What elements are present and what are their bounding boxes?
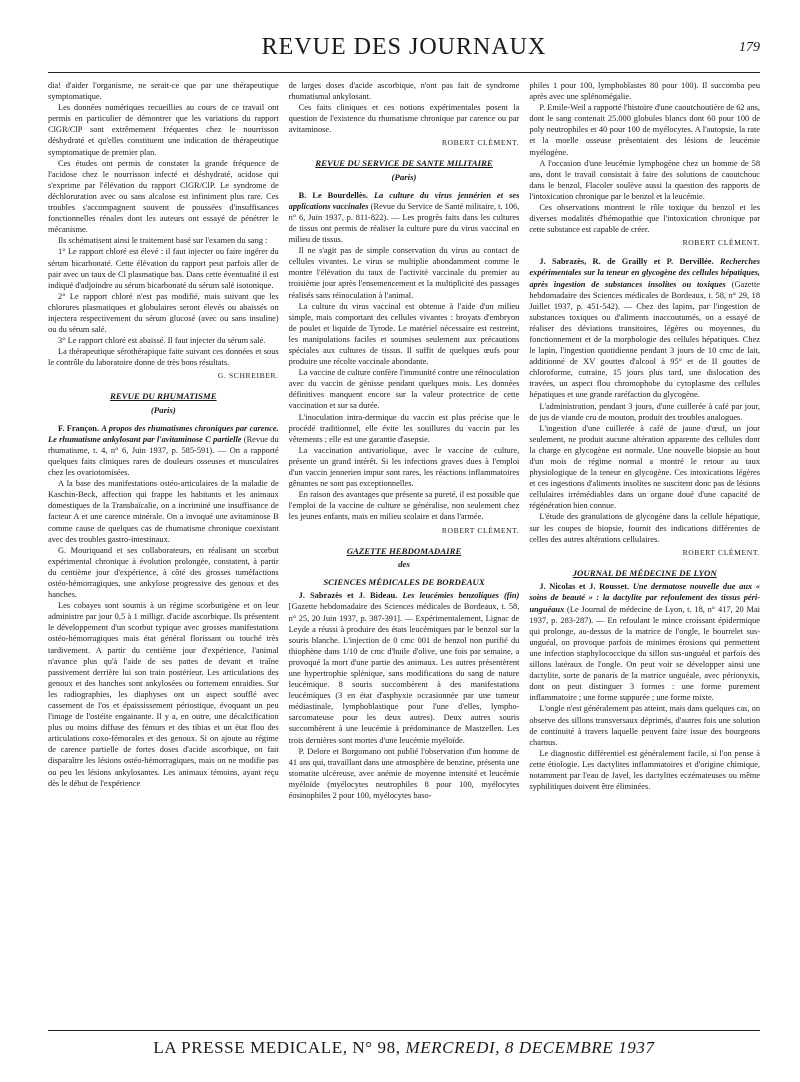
paragraph: P. Delore et Borgomano ont publié l'observation d'un homme de 41 ans qui, travaillant dans une atmosphère de benzine, présenta une stomatite ulcéreuse, avec anémie de moyenne intensité et leucémie myéloïde (myélocytes neutrophiles 8 pour 100, myélocytes éosinophiles 2 pour 100, myélocytes baso-: [288, 746, 520, 801]
section-subheading: (Paris): [391, 172, 417, 183]
paragraph: Les données numériques recueillies au cours de ce travail ont permis en particulier de démontrer que les variations du rapport ClGR/ClP sont extrêmement fréquentes chez le nourrisson déshydraté et qu'elles constituent une indication de thérapeutique symptomatique de premier plan.: [48, 103, 279, 157]
article-authors: F. Françon.: [58, 423, 100, 433]
article-reference: (Gazette hebdomadaire des Sciences médicales de Bordeaux, t. 58, n° 29, 18 Juillet 1937, p. 451-542). — Chez des lapins, par l'ingestion de substances toxiques ou d'aliments inaccoutumés, on a essayé de réaliser des déviations transitoires, légères ou moyennes, du fonctionnement et de la morphologie des cellules hépatiques. Chez le lapin, l'ingestion quotidienne pendant 3 jours de 10 cmc de lait, additionné de XV gouttes d'alcool à 95° et de II gouttes de chloroforme, cutraine, 15 jours plus tard, une dislocation des travées, un aspect flou chromophobe du cytoplasme des cellules hépatiques et une grande raréfaction du glycogène.: [529, 279, 760, 400]
article-authors: J. Sabrazès et J. Bideau.: [298, 591, 398, 601]
paragraph: philes 1 pour 100, lymphoblastes 80 pour 100). Il succomba peu après avec une splénomégalie.: [529, 81, 760, 102]
article-authors: J. Nicolas et J. Rousset.: [539, 582, 630, 592]
article-title: A propos des rhumatismes chroniques par carence. Le rhumatisme ankylosant par l'avitaminose C partielle: [48, 423, 279, 444]
article-reference: (Revue du rhumatisme, t. 4, n° 6, Juin 1937, p. 585-591). — On a rapporté quelques faits cliniques rares de douleurs osseuses et musculaires chez les ovariotomisées.: [48, 434, 279, 478]
paragraph: A l'occasion d'une leucémie lymphogène chez un homme de 58 ans, dont le travail consistait à faire des solutions de caoutchouc dans le benzol, Flacoler soulève aussi la question des rapports de l'intoxication chronique par le benzol et la leucémie.: [529, 158, 760, 201]
signature: ROBERT CLÉMENT.: [441, 138, 520, 148]
article-title: La culture du virus jennérien et ses applications vaccinales: [288, 190, 520, 211]
paragraph: En raison des avantages que présente sa pureté, il est possible que l'emploi de la vaccine de culture se généralise, non seulement chez les jeunes enfants, mais en milieu scolaire et dans l'armée.: [288, 490, 520, 522]
paragraph: Ces observations montrent le rôle toxique du benzol et les diverses modalités d'hémopathie que l'intoxication chronique par cette substance est capable de créer.: [529, 203, 760, 235]
section-heading: REVUE DU SERVICE DE SANTE MILITAIRE: [315, 158, 493, 169]
paragraph: Les cobayes sont soumis à un régime scorbutigène et on leur administre par jour 0,5 à 1 milligr. d'acide ascorbique. Ils présentent le développement d'un scorbut typique avec grosses manifestations ostéo-hémorragiques mais état général florissant ou touché très tardivement. A partir du centième jour d'expérience, l'animal n'avance plus qu'à l'aide de ses pattes de devant et traîne passivement derrière lui son train postérieur. Les articulations des genoux et des hanches sont ankylosées ou fortement enraidies. Sur les radiographies, les diaphyses ont un aspect soufflé avec cassement de l'os et épaississement périostique, évoquant un peu l'image de l'ostéite engainante. Il y a, en outre, une décalcification plus ou moins diffuse des fémurs et des tibias et un état flou des articulations coxo-fémorales et des genoux. Si on ajoute au régime de carence partielle de fortes doses d'acide ascorbique, on fait disparaître les lésions ostéo-hémorragiques, mais on ne modifie pas ou peu les lésions ankylosantes. Les animaux témoins, ayant reçu dès le début de l'expérience: [48, 601, 279, 788]
signature: G. SCHREIBER.: [217, 371, 279, 381]
paragraph: Ces études ont permis de constater la grande fréquence de l'acidose chez le nourrisson infecté et déshydraté, acidose qui s'exprime par l'élévation du rapport ClGR/ClP. Le syndrome de déchloruration avec ou sans alcalose est infiniment plus rare. Ces troubles s'accompagnent souvent de poussées d'insuffisances fonctionnelles rénales dont les auteurs ont essayé de pénétrer le mécanisme.: [48, 158, 279, 235]
page-number: 179: [739, 40, 760, 55]
journal-page: [48, 28, 760, 1068]
paragraph: La vaccine de culture confère l'immunité contre une réinoculation avec du vaccin de génisse pendant quelques mois. Les données définitives manquent encore sur la valeur protectrice de cette vaccination et sur sa durée.: [288, 368, 520, 411]
page-footer: [48, 1038, 760, 1058]
article-title: Une dermatose nouvelle due aux « soins de beauté » : la dactylite par refoulement des tissus péri-unguéaux: [529, 582, 760, 614]
paragraph: 1° Le rapport chloré est élevé : il faut injecter ou faire ingérer du sérum bicarbonaté. Cette élévation du rapport peut parfois aller de pair avec un taux de Cl plasmatique bas. Dans cette éventualité il est indiqué d'adjoindre au sérum bicarbonaté du sérum salé isotonique.: [48, 247, 279, 290]
column-2: [289, 80, 520, 1026]
section-subheading: des: [398, 559, 410, 570]
signature: ROBERT CLÉMENT.: [682, 547, 760, 557]
article-title: Recherches expérimentales sur la teneur en glycogène des cellules hépatiques, après ingestion de substances insolites ou toxiques: [529, 257, 760, 289]
header-rule: [48, 72, 760, 73]
section-heading: REVUE DU RHUMATISME: [110, 391, 217, 402]
paragraph: de larges doses d'acide ascorbique, n'ont pas fait de syndrome rhumatismal ankylosant.: [288, 81, 520, 102]
paragraph: L'étude des granulations de glycogène dans la cellule hépatique, sur les coupes de biopsie, fournit des indications différentes de celles des autres altérations cellulaires.: [529, 512, 760, 544]
signature: ROBERT CLÉMENT.: [441, 525, 520, 535]
article-reference: [Gazette hebdomadaire des Sciences médicales de Bordeaux, t. 58, n° 25, 20 Juin 1937, p. 387-391]. — Expérimentalement, Lignac de Leyde a réussi à produire des états leucémiques par le benzol sur la souris blanche. L'injection de 0 cmc 001 de benzol non purifié du thiophène dans 1/10 de cmc d'huile d'olive, une fois par semaine, a provoqué la mort d'une partie des animaux. Les autres présentèrent une hypertrophie splénique, sans modifications du sang de nature leucémique. 8 souris succombèrent à des manifestations leucémiques (3 en état d'asphyxie occasionnée par une tumeur médiastinale, lymphoblastique pour l'une d'elles, lympho-sarcomateuse pour les deux autres). Deux autres souris succombèrent à une leucémie à prédominance de Mastzellen. Les trois dernières sont mortes d'une leucémie myéloïde.: [288, 602, 520, 745]
article-authors: J. Sabrazès, R. de Grailly et P. Dervillée.: [539, 257, 714, 267]
paragraph: P. Emile-Weil a rapporté l'histoire d'une caoutchoutière de 62 ans, dont le sang contenait 25.000 globules blancs dont 60 pour 100 de poly neutrophiles et 40 pour 100 de myélocytes. A l'autopsie, la rate et la moelle osseuse présentaient des lésions de leucémie myélogène.: [529, 103, 760, 157]
article-abstract: [529, 256, 760, 400]
article-abstract: [48, 423, 279, 478]
paragraph: Le diagnostic différentiel est généralement facile, si l'on pense à cette étiologie. Les dactylites inflammatoires et d'origine chimique, notamment par l'eau de Javel, les dactylites eczémateuses ou même syphilitiques doivent être éliminées.: [529, 748, 760, 792]
paragraph: 2° Le rapport chloré n'est pas modifié, mais suivant que les chlorures plasmatiques et globulaires seront élevés ou abaissés on injectera respectivement du sérum glucosé (avec ou sans insuline) ou du sérum salé.: [48, 291, 279, 335]
running-title: REVUE DES JOURNAUX: [261, 34, 547, 60]
text-columns: [48, 80, 760, 1026]
paragraph: La culture du virus vaccinal est obtenue à l'aide d'un milieu simple, mais comportant des cellules vivantes : broyats d'embryon de poulet et liquide de Tyrode. Le matériel nécessaire est restreint, les manipulations faciles et soumises seulement aux précautions spéciales aux cultures de tissus. Il suffit de quelques œufs pour produire une récolte vaccinale abondante.: [288, 301, 520, 367]
paragraph: L'administration, pendant 3 jours, d'une cuillerée à café par jour, de jus de viande cru de mouton, produit des troubles analogues.: [529, 401, 760, 422]
paragraph: 3° Le rapport chloré est abaissé. Il faut injecter du sérum salé.: [58, 336, 266, 346]
section-heading: GAZETTE HEBDOMADAIRE: [346, 545, 462, 556]
paragraph: La vaccination antivariolique, avec le vaccine de culture, présente un grand intérêt. Si les infections graves dues à l'emploi d'un vaccin jennerien impur sont rares, les réactions inflammatoires gênantes ne sont pas exceptionnelles.: [288, 445, 520, 489]
paragraph: Il ne s'agit pas de simple conservation du virus au contact de cellules vivantes. Le virus se multiplie abondamment comme le montre l'élévation du taux de l'activité vaccinale du premier au troisième jour après l'ensemencement et la multiplicité des passages réalisés sans réinoculation à l'animal.: [288, 246, 520, 300]
paragraph: L'ingestion d'une cuillerée à café de jaune d'œuf, un jour seulement, ne produit aucune altération apparente des cellules dont la charge en glycogène est normale. Une nouvelle biopsie au bout d'un mois de régime normal a montré le retour au taux physiologique de la teneur en glycogène. Ces intoxications légères et ces ingestions d'aliments insolites ne suscitent donc pas de lésions cellulaires irrémédiables dans un organe doué d'une capacité de régénération bien connue.: [529, 423, 760, 511]
signature: ROBERT CLÉMENT.: [682, 238, 760, 248]
article-title: Les leucémies benzoliques (fin): [402, 591, 520, 601]
article-authors: B. Le Bourdellès.: [298, 190, 368, 200]
section-heading: JOURNAL DE MÉDECINE DE LYON: [572, 567, 717, 578]
paragraph: Ces faits cliniques et ces notions expérimentales posent la question de l'existence du rhumatisme chronique par carence ou par avitaminose.: [288, 103, 520, 135]
article-abstract: [289, 590, 520, 745]
article-abstract: [529, 581, 760, 703]
column-1: [48, 80, 279, 1026]
section-subheading: (Paris): [150, 405, 176, 416]
article-abstract: [289, 190, 520, 245]
paragraph: G. Mouriquand et ses collaborateurs, en réalisant un scorbut expérimental chronique à évolution prolongée, constatent, à partir du centième jour d'expérience, à côté des grosses tuméfactions ostéo-hémorragiques, une ankylose progressive des genoux et des hanches.: [48, 545, 279, 600]
paragraph: L'inoculation intra-dermique du vaccin est plus précise que le procédé traditionnel, elle évite les souillures du vaccin par les vêtements ; elle est une garantie d'asepsie.: [288, 412, 520, 444]
paragraph: Ils schématisent ainsi le traitement basé sur l'examen du sang :: [58, 236, 268, 246]
footer-rule: [48, 1030, 760, 1031]
column-3: [529, 80, 760, 1026]
article-reference: (Revue du Service de Santé militaire, t. 106, n° 6, Juin 1937, p. 811-822). — Les progrès faits dans les cultures de tissus ont permis de réaliser la culture pure du virus vaccinal en milieu de tissus.: [288, 201, 520, 245]
paragraph: A la base des manifestations ostéo-articulaires de la maladie de Kaschin-Beck, affection qui frappe les habitants et les animaux domestiques de la Transbaïcalie, on a incriminé une insuffisance de facteur A et une carence minérale. On a invoqué une avitaminose B comme cause de quelques cas de rhumatisme chronique coexistant avec des troubles gastro-intestinaux.: [48, 479, 279, 544]
footer-journal: LA PRESSE MEDICALE, N° 98,: [153, 1038, 401, 1057]
paragraph: L'ongle n'est généralement pas atteint, mais dans quelques cas, on observe des sillons transversaux déprimés, d'autres fois une solution de continuité à travers laquelle peuvent faire issue des bourgeons charnus.: [529, 704, 760, 747]
paragraph: La thérapeutique sérothérapique faite suivant ces données et sous le contrôle du laboratoire donne de très bons résultats.: [48, 347, 279, 368]
paragraph: dia! d'aider l'organisme, ne serait-ce que par une thérapeutique symptomatique.: [48, 81, 279, 102]
footer-date: MERCREDI, 8 DECEMBRE 1937: [405, 1038, 655, 1057]
article-reference: (Le Journal de médecine de Lyon, t. 18, n° 417, 20 Mai 1937, p. 283-287). — En refoulant le mince croissant épidermique qui prolonge, au-dessus de la matrice de l'ongle, le bourrelet sus-unguéal, on provoque parfois de minimes érosions qui permettent une infection staphylococcique du sillon sus-unguéal et parfois des sillons latéraux de l'ongle. On peut voir se développer ainsi une dactylite, sorte de panaris de la matrice unguéale, avec périonyxis, dont on peut distinguer 3 formes : une forme purement inflammatoire ; une forme suppurée ; une forme mixte.: [529, 604, 760, 703]
section-heading: SCIENCES MÉDICALES DE BORDEAUX: [323, 576, 485, 587]
